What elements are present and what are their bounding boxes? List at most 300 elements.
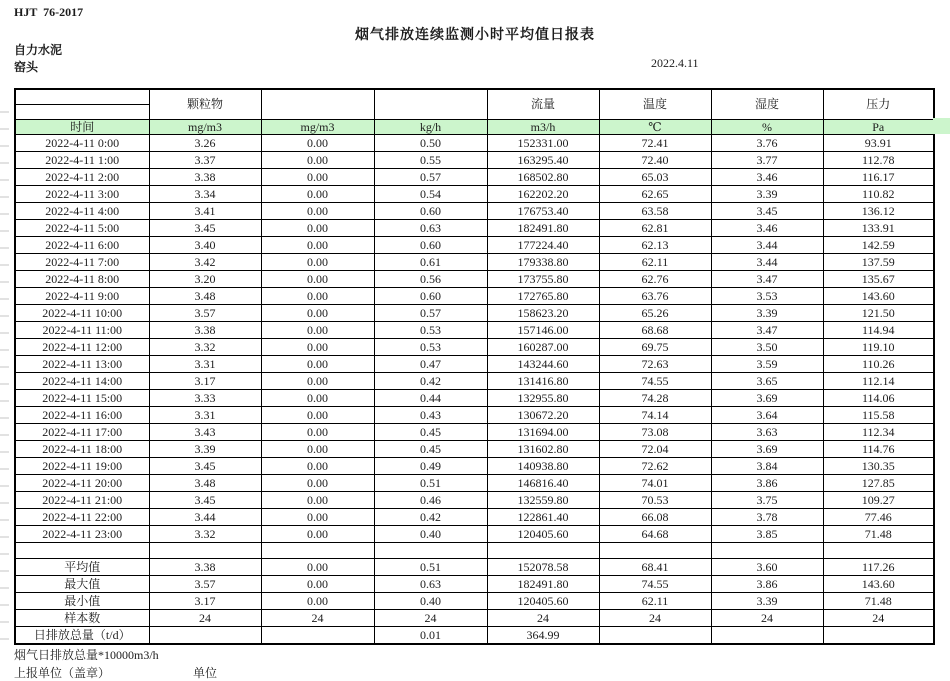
time-cell: 2022-4-11 10:00 <box>15 305 149 322</box>
time-cell: 2022-4-11 6:00 <box>15 237 149 254</box>
value-cell: 0.57 <box>374 305 487 322</box>
data-row <box>15 390 934 407</box>
summary-label-cell: 日排放总量（t/d） <box>15 627 149 645</box>
group-header-row <box>15 89 934 105</box>
value-cell: 116.17 <box>823 169 934 186</box>
value-cell: 0.45 <box>374 441 487 458</box>
value-cell: 3.59 <box>711 356 823 373</box>
value-cell: 0.60 <box>374 203 487 220</box>
data-row <box>15 339 934 356</box>
value-cell: 176753.40 <box>487 203 599 220</box>
footer-report-unit-label: 上报单位（盖章） <box>14 666 111 680</box>
data-row <box>15 509 934 526</box>
summary-value-cell <box>711 627 823 645</box>
value-cell: 3.38 <box>149 169 261 186</box>
unit-pa: Pa <box>823 120 934 135</box>
value-cell: 68.68 <box>599 322 711 339</box>
blank-cell <box>149 543 261 559</box>
value-cell: 133.91 <box>823 220 934 237</box>
value-cell: 70.53 <box>599 492 711 509</box>
header-time-top-cell <box>15 89 149 105</box>
monitoring-location: 窑头 <box>14 60 39 74</box>
value-cell: 72.40 <box>599 152 711 169</box>
value-cell: 0.42 <box>374 373 487 390</box>
time-cell: 2022-4-11 19:00 <box>15 458 149 475</box>
time-cell: 2022-4-11 18:00 <box>15 441 149 458</box>
value-cell: 0.40 <box>374 526 487 543</box>
summary-value-cell: 182491.80 <box>487 576 599 593</box>
value-cell: 0.60 <box>374 237 487 254</box>
summary-value-cell: 62.11 <box>599 593 711 610</box>
time-cell: 2022-4-11 22:00 <box>15 509 149 526</box>
data-row <box>15 407 934 424</box>
summary-value-cell: 0.40 <box>374 593 487 610</box>
value-cell: 140938.80 <box>487 458 599 475</box>
value-cell: 62.11 <box>599 254 711 271</box>
summary-value-cell: 24 <box>374 610 487 627</box>
value-cell: 74.01 <box>599 475 711 492</box>
value-cell: 158623.20 <box>487 305 599 322</box>
value-cell: 0.63 <box>374 220 487 237</box>
value-cell: 0.00 <box>261 220 374 237</box>
unit-time: 时间 <box>15 120 149 135</box>
value-cell: 3.78 <box>711 509 823 526</box>
value-cell: 3.63 <box>711 424 823 441</box>
value-cell: 65.26 <box>599 305 711 322</box>
value-cell: 3.32 <box>149 526 261 543</box>
value-cell: 73.08 <box>599 424 711 441</box>
value-cell: 3.40 <box>149 237 261 254</box>
value-cell: 3.31 <box>149 407 261 424</box>
value-cell: 143244.60 <box>487 356 599 373</box>
value-cell: 136.12 <box>823 203 934 220</box>
unit-kg-h: kg/h <box>374 120 487 135</box>
value-cell: 3.75 <box>711 492 823 509</box>
report-date: 2022.4.11 <box>651 56 699 70</box>
value-cell: 65.03 <box>599 169 711 186</box>
summary-value-cell: 3.39 <box>711 593 823 610</box>
data-row <box>15 203 934 220</box>
value-cell: 3.45 <box>149 458 261 475</box>
value-cell: 143.60 <box>823 288 934 305</box>
summary-value-cell: 364.99 <box>487 627 599 645</box>
value-cell: 72.63 <box>599 356 711 373</box>
value-cell: 122861.40 <box>487 509 599 526</box>
value-cell: 3.84 <box>711 458 823 475</box>
value-cell: 142.59 <box>823 237 934 254</box>
time-cell: 2022-4-11 17:00 <box>15 424 149 441</box>
value-cell: 137.59 <box>823 254 934 271</box>
value-cell: 119.10 <box>823 339 934 356</box>
sheet-edge-marks <box>0 96 9 642</box>
summary-value-cell: 71.48 <box>823 593 934 610</box>
footer-note: 烟气日排放总量*10000m3/h <box>14 648 159 662</box>
value-cell: 0.46 <box>374 492 487 509</box>
value-cell: 132559.80 <box>487 492 599 509</box>
value-cell: 114.06 <box>823 390 934 407</box>
standard-code: HJT 76-2017 <box>14 5 84 19</box>
value-cell: 0.60 <box>374 288 487 305</box>
time-cell: 2022-4-11 12:00 <box>15 339 149 356</box>
header-temperature: 温度 <box>599 89 711 120</box>
summary-value-cell: 24 <box>823 610 934 627</box>
value-cell: 0.00 <box>261 509 374 526</box>
summary-row <box>15 559 934 576</box>
value-cell: 0.45 <box>374 424 487 441</box>
summary-value-cell: 0.01 <box>374 627 487 645</box>
data-row <box>15 220 934 237</box>
value-cell: 0.56 <box>374 271 487 288</box>
summary-value-cell: 120405.60 <box>487 593 599 610</box>
value-cell: 62.65 <box>599 186 711 203</box>
value-cell: 3.86 <box>711 475 823 492</box>
data-row <box>15 288 934 305</box>
value-cell: 0.00 <box>261 237 374 254</box>
value-cell: 115.58 <box>823 407 934 424</box>
value-cell: 3.38 <box>149 322 261 339</box>
value-cell: 0.54 <box>374 186 487 203</box>
value-cell: 62.76 <box>599 271 711 288</box>
value-cell: 3.41 <box>149 203 261 220</box>
value-cell: 3.76 <box>711 135 823 152</box>
value-cell: 3.48 <box>149 475 261 492</box>
value-cell: 0.43 <box>374 407 487 424</box>
value-cell: 93.91 <box>823 135 934 152</box>
value-cell: 0.00 <box>261 424 374 441</box>
value-cell: 110.82 <box>823 186 934 203</box>
value-cell: 3.69 <box>711 441 823 458</box>
value-cell: 3.34 <box>149 186 261 203</box>
value-cell: 0.51 <box>374 475 487 492</box>
value-cell: 69.75 <box>599 339 711 356</box>
value-cell: 3.43 <box>149 424 261 441</box>
time-cell: 2022-4-11 11:00 <box>15 322 149 339</box>
header-empty-3 <box>374 89 487 120</box>
value-cell: 63.58 <box>599 203 711 220</box>
value-cell: 3.53 <box>711 288 823 305</box>
value-cell: 173755.80 <box>487 271 599 288</box>
value-cell: 72.04 <box>599 441 711 458</box>
value-cell: 3.50 <box>711 339 823 356</box>
value-cell: 131416.80 <box>487 373 599 390</box>
value-cell: 3.39 <box>149 441 261 458</box>
blank-cell <box>487 543 599 559</box>
value-cell: 0.00 <box>261 492 374 509</box>
time-cell: 2022-4-11 20:00 <box>15 475 149 492</box>
summary-value-cell: 0.00 <box>261 559 374 576</box>
value-cell: 0.61 <box>374 254 487 271</box>
value-cell: 74.14 <box>599 407 711 424</box>
data-row <box>15 305 934 322</box>
blank-cell <box>711 543 823 559</box>
value-cell: 0.00 <box>261 186 374 203</box>
value-cell: 72.62 <box>599 458 711 475</box>
summary-value-cell: 68.41 <box>599 559 711 576</box>
summary-value-cell: 3.60 <box>711 559 823 576</box>
value-cell: 109.27 <box>823 492 934 509</box>
value-cell: 3.17 <box>149 373 261 390</box>
summary-label-cell: 最大值 <box>15 576 149 593</box>
summary-label-cell: 样本数 <box>15 610 149 627</box>
value-cell: 112.34 <box>823 424 934 441</box>
header-time-bottom-cell <box>15 105 149 120</box>
value-cell: 0.44 <box>374 390 487 407</box>
time-cell: 2022-4-11 9:00 <box>15 288 149 305</box>
data-row <box>15 322 934 339</box>
data-row <box>15 492 934 509</box>
value-cell: 121.50 <box>823 305 934 322</box>
value-cell: 112.14 <box>823 373 934 390</box>
blank-row <box>15 543 934 559</box>
value-cell: 179338.80 <box>487 254 599 271</box>
value-cell: 3.44 <box>149 509 261 526</box>
data-row <box>15 186 934 203</box>
value-cell: 0.53 <box>374 322 487 339</box>
value-cell: 0.00 <box>261 152 374 169</box>
value-cell: 130672.20 <box>487 407 599 424</box>
summary-value-cell <box>823 627 934 645</box>
blank-cell <box>374 543 487 559</box>
value-cell: 62.81 <box>599 220 711 237</box>
value-cell: 168502.80 <box>487 169 599 186</box>
value-cell: 110.26 <box>823 356 934 373</box>
summary-value-cell: 0.00 <box>261 593 374 610</box>
blank-cell <box>599 543 711 559</box>
summary-value-cell: 0.51 <box>374 559 487 576</box>
value-cell: 3.45 <box>711 203 823 220</box>
value-cell: 3.69 <box>711 390 823 407</box>
value-cell: 3.20 <box>149 271 261 288</box>
summary-value-cell: 117.26 <box>823 559 934 576</box>
value-cell: 3.85 <box>711 526 823 543</box>
value-cell: 0.00 <box>261 475 374 492</box>
blank-cell <box>261 543 374 559</box>
unit-celsius: ℃ <box>599 120 711 135</box>
summary-row <box>15 576 934 593</box>
header-humidity: 湿度 <box>711 89 823 120</box>
value-cell: 162202.20 <box>487 186 599 203</box>
blank-cell <box>823 543 934 559</box>
data-row <box>15 254 934 271</box>
value-cell: 0.00 <box>261 203 374 220</box>
unit-percent: % <box>711 120 823 135</box>
summary-value-cell <box>149 627 261 645</box>
value-cell: 0.00 <box>261 373 374 390</box>
value-cell: 182491.80 <box>487 220 599 237</box>
value-cell: 0.57 <box>374 169 487 186</box>
value-cell: 3.32 <box>149 339 261 356</box>
value-cell: 127.85 <box>823 475 934 492</box>
summary-value-cell: 24 <box>261 610 374 627</box>
value-cell: 3.26 <box>149 135 261 152</box>
value-cell: 0.00 <box>261 407 374 424</box>
data-row <box>15 373 934 390</box>
value-cell: 3.57 <box>149 305 261 322</box>
time-cell: 2022-4-11 5:00 <box>15 220 149 237</box>
value-cell: 3.45 <box>149 220 261 237</box>
unit-m3-h: m3/h <box>487 120 599 135</box>
header-empty-2 <box>261 89 374 120</box>
value-cell: 146816.40 <box>487 475 599 492</box>
value-cell: 160287.00 <box>487 339 599 356</box>
time-cell: 2022-4-11 21:00 <box>15 492 149 509</box>
value-cell: 3.39 <box>711 186 823 203</box>
value-cell: 172765.80 <box>487 288 599 305</box>
value-cell: 3.65 <box>711 373 823 390</box>
summary-value-cell: 3.57 <box>149 576 261 593</box>
value-cell: 0.00 <box>261 135 374 152</box>
value-cell: 0.00 <box>261 526 374 543</box>
value-cell: 0.53 <box>374 339 487 356</box>
time-cell: 2022-4-11 23:00 <box>15 526 149 543</box>
header-flow: 流量 <box>487 89 599 120</box>
value-cell: 3.37 <box>149 152 261 169</box>
value-cell: 0.55 <box>374 152 487 169</box>
report-table <box>14 88 935 645</box>
value-cell: 0.00 <box>261 288 374 305</box>
summary-value-cell: 152078.58 <box>487 559 599 576</box>
time-cell: 2022-4-11 0:00 <box>15 135 149 152</box>
header-pressure: 压力 <box>823 89 934 120</box>
value-cell: 3.47 <box>711 271 823 288</box>
value-cell: 163295.40 <box>487 152 599 169</box>
summary-value-cell: 3.86 <box>711 576 823 593</box>
summary-value-cell: 24 <box>487 610 599 627</box>
data-row <box>15 458 934 475</box>
value-cell: 120405.60 <box>487 526 599 543</box>
data-row <box>15 135 934 152</box>
footer-unit-label: 单位 <box>193 666 218 680</box>
value-cell: 66.08 <box>599 509 711 526</box>
value-cell: 112.78 <box>823 152 934 169</box>
summary-label-cell: 平均值 <box>15 559 149 576</box>
value-cell: 74.55 <box>599 373 711 390</box>
value-cell: 3.77 <box>711 152 823 169</box>
value-cell: 3.48 <box>149 288 261 305</box>
value-cell: 132955.80 <box>487 390 599 407</box>
summary-value-cell: 0.00 <box>261 576 374 593</box>
value-cell: 0.47 <box>374 356 487 373</box>
summary-row <box>15 593 934 610</box>
value-cell: 0.42 <box>374 509 487 526</box>
value-cell: 0.00 <box>261 390 374 407</box>
summary-value-cell <box>599 627 711 645</box>
data-row <box>15 424 934 441</box>
data-row <box>15 237 934 254</box>
time-cell: 2022-4-11 13:00 <box>15 356 149 373</box>
value-cell: 157146.00 <box>487 322 599 339</box>
value-cell: 152331.00 <box>487 135 599 152</box>
unit-row-overflow-fill <box>933 118 950 134</box>
value-cell: 177224.40 <box>487 237 599 254</box>
company-name: 自力水泥 <box>14 43 63 57</box>
time-cell: 2022-4-11 7:00 <box>15 254 149 271</box>
data-row <box>15 475 934 492</box>
value-cell: 77.46 <box>823 509 934 526</box>
value-cell: 0.00 <box>261 458 374 475</box>
time-cell: 2022-4-11 8:00 <box>15 271 149 288</box>
value-cell: 0.00 <box>261 169 374 186</box>
value-cell: 131694.00 <box>487 424 599 441</box>
summary-value-cell: 24 <box>599 610 711 627</box>
data-row <box>15 356 934 373</box>
time-cell: 2022-4-11 4:00 <box>15 203 149 220</box>
value-cell: 0.00 <box>261 339 374 356</box>
data-row <box>15 441 934 458</box>
table-body <box>15 135 934 645</box>
data-row <box>15 526 934 543</box>
value-cell: 0.00 <box>261 305 374 322</box>
value-cell: 114.76 <box>823 441 934 458</box>
time-cell: 2022-4-11 16:00 <box>15 407 149 424</box>
time-cell: 2022-4-11 14:00 <box>15 373 149 390</box>
data-row <box>15 169 934 186</box>
value-cell: 131602.80 <box>487 441 599 458</box>
value-cell: 64.68 <box>599 526 711 543</box>
value-cell: 3.64 <box>711 407 823 424</box>
value-cell: 0.00 <box>261 322 374 339</box>
value-cell: 0.00 <box>261 441 374 458</box>
time-cell: 2022-4-11 15:00 <box>15 390 149 407</box>
value-cell: 3.42 <box>149 254 261 271</box>
value-cell: 3.44 <box>711 237 823 254</box>
summary-value-cell: 3.38 <box>149 559 261 576</box>
blank-cell <box>15 543 149 559</box>
header-particulate: 颗粒物 <box>149 89 261 120</box>
value-cell: 3.33 <box>149 390 261 407</box>
summary-value-cell: 143.60 <box>823 576 934 593</box>
value-cell: 3.46 <box>711 169 823 186</box>
unit-mg-m3-1: mg/m3 <box>149 120 261 135</box>
value-cell: 0.00 <box>261 356 374 373</box>
value-cell: 3.39 <box>711 305 823 322</box>
value-cell: 0.49 <box>374 458 487 475</box>
value-cell: 3.47 <box>711 322 823 339</box>
summary-label-cell: 最小值 <box>15 593 149 610</box>
summary-value-cell: 24 <box>149 610 261 627</box>
data-row <box>15 152 934 169</box>
page-title: 烟气排放连续监测小时平均值日报表 <box>355 28 595 43</box>
value-cell: 72.41 <box>599 135 711 152</box>
unit-header-row <box>15 120 934 135</box>
summary-row <box>15 627 934 645</box>
summary-value-cell: 74.55 <box>599 576 711 593</box>
value-cell: 114.94 <box>823 322 934 339</box>
time-cell: 2022-4-11 3:00 <box>15 186 149 203</box>
unit-mg-m3-2: mg/m3 <box>261 120 374 135</box>
value-cell: 63.76 <box>599 288 711 305</box>
value-cell: 130.35 <box>823 458 934 475</box>
value-cell: 3.44 <box>711 254 823 271</box>
table-header <box>15 89 934 135</box>
summary-row <box>15 610 934 627</box>
value-cell: 3.45 <box>149 492 261 509</box>
value-cell: 3.31 <box>149 356 261 373</box>
value-cell: 135.67 <box>823 271 934 288</box>
value-cell: 3.46 <box>711 220 823 237</box>
value-cell: 74.28 <box>599 390 711 407</box>
summary-value-cell: 24 <box>711 610 823 627</box>
summary-value-cell: 3.17 <box>149 593 261 610</box>
data-row <box>15 271 934 288</box>
time-cell: 2022-4-11 1:00 <box>15 152 149 169</box>
time-cell: 2022-4-11 2:00 <box>15 169 149 186</box>
value-cell: 62.13 <box>599 237 711 254</box>
summary-value-cell: 0.63 <box>374 576 487 593</box>
summary-value-cell <box>261 627 374 645</box>
value-cell: 0.00 <box>261 254 374 271</box>
value-cell: 71.48 <box>823 526 934 543</box>
